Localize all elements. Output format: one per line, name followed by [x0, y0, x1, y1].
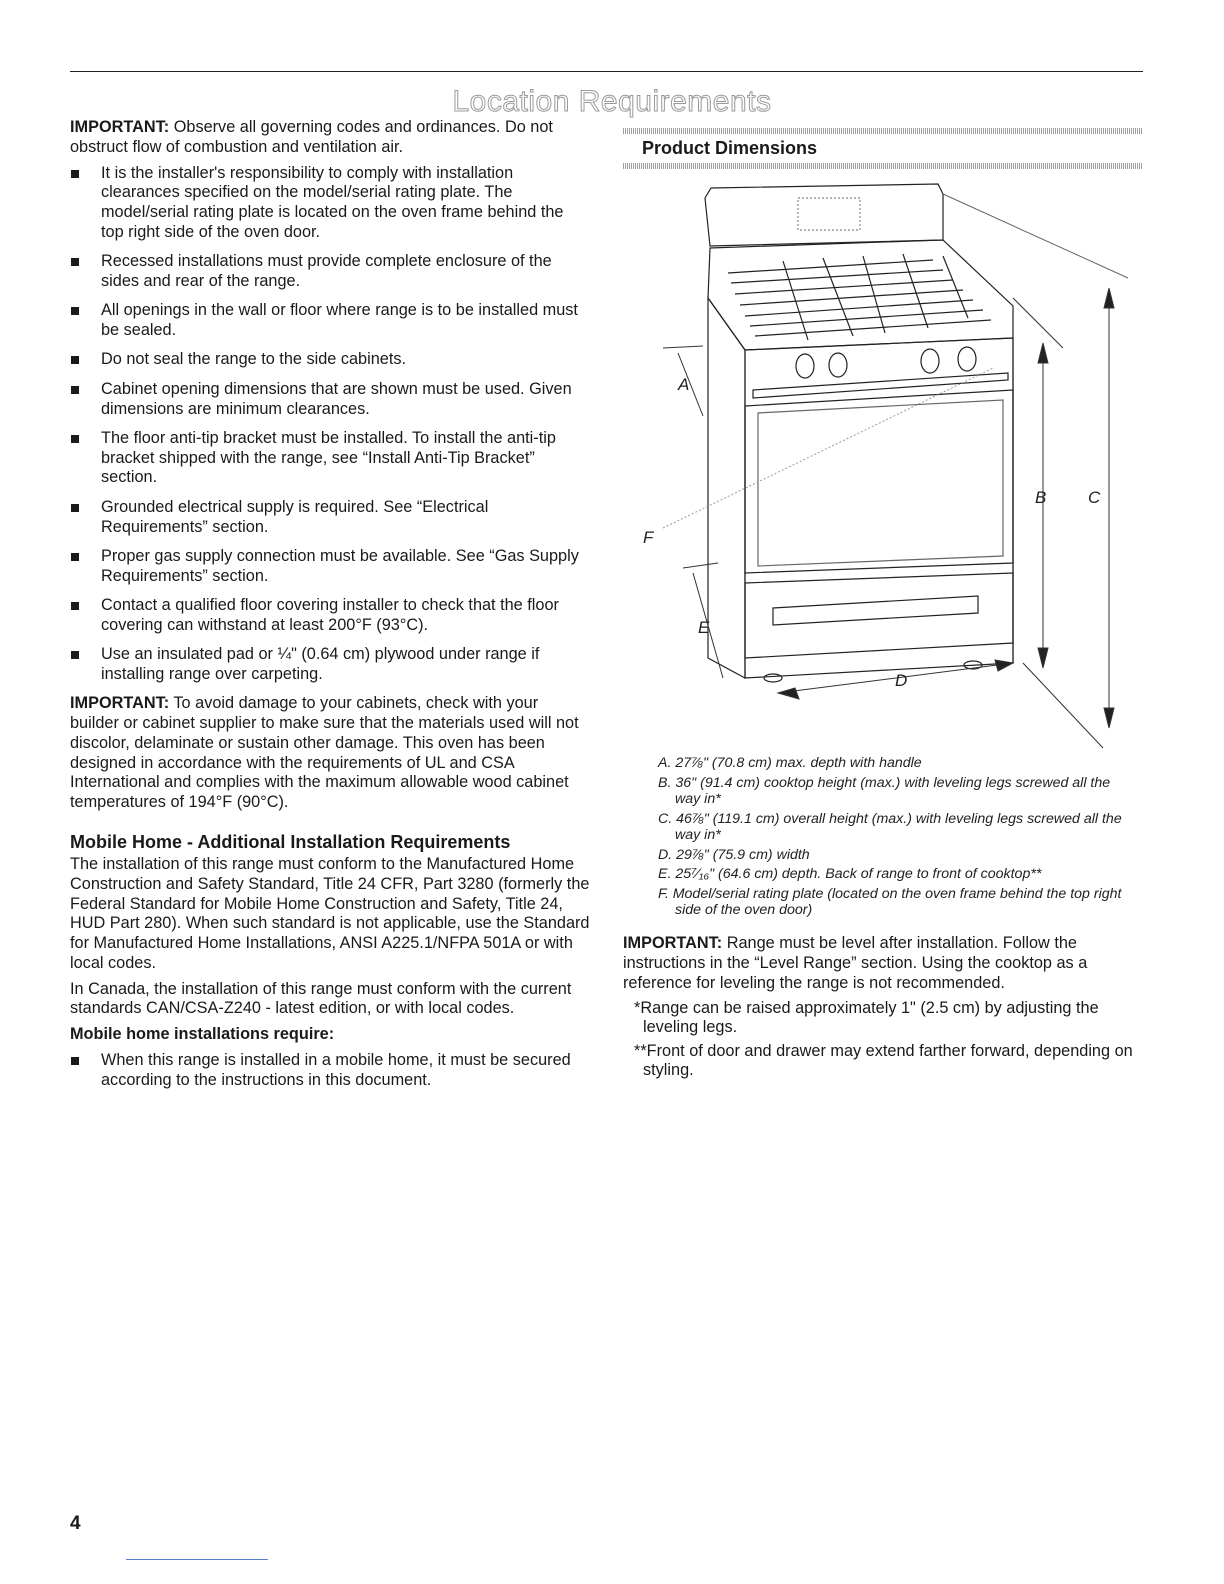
label-b: B: [1035, 488, 1047, 507]
label-f: F: [643, 528, 654, 547]
footnote: **Front of door and drawer may extend farther forward, depending on styling.: [634, 1042, 1133, 1079]
range-dimensions-diagram: [623, 168, 1143, 758]
range-side: [708, 298, 745, 678]
important-text: Range must be level after installation. Follow the instructions in the “Level Range” section. Using the cooktop as a reference for leveling the range is not recommended.: [623, 934, 1088, 992]
important-note-1: [70, 118, 590, 158]
cooktop: [708, 240, 1013, 350]
legend-item: C. 46⅞" (119.1 cm) overall height (max.) with leveling legs screwed all the way in*: [658, 810, 1122, 843]
list-item: When this range is installed in a mobile home, it must be secured according to the instructions in this document.: [70, 1051, 590, 1091]
left-column: [70, 118, 590, 1100]
list-item: The floor anti-tip bracket must be installed. To install the anti-tip bracket shipped with the range, see “Install Anti-Tip Bracket” section.: [70, 429, 590, 488]
mobile-home-heading: Mobile Home - Additional Installation Requirements: [70, 831, 511, 852]
top-rule: [70, 71, 1143, 72]
list-item: Grounded electrical supply is required. See “Electrical Requirements” section.: [70, 498, 590, 538]
hatch-bar-top: [623, 128, 1143, 134]
legend-item: F. Model/serial rating plate (located on the oven frame behind the top right side of the oven door): [658, 885, 1122, 918]
important-label: IMPORTANT:: [623, 934, 723, 952]
label-d: D: [895, 671, 908, 690]
list-item: Do not seal the range to the side cabinets.: [70, 350, 590, 370]
oven-door: [745, 390, 1013, 573]
list-item: It is the installer's responsibility to comply with installation clearances specified on the model/serial rating plate. The model/serial rating plate is located on the oven frame behind the top right side of the oven door.: [70, 164, 590, 243]
footnote: *Range can be raised approximately 1" (2.5 cm) by adjusting the leveling legs.: [634, 999, 1099, 1036]
legend-item: B. 36" (91.4 cm) cooktop height (max.) with leveling legs screwed all the way in*: [658, 774, 1111, 807]
page-number: 4: [70, 1513, 81, 1534]
important-label: IMPORTANT:: [70, 694, 170, 713]
right-column: [623, 128, 1143, 1079]
list-item: Cabinet opening dimensions that are shown must be used. Given dimensions are minimum clearances.: [70, 380, 590, 420]
list-item: Proper gas supply connection must be available. See “Gas Supply Requirements” section.: [70, 547, 590, 587]
mobile-requirements-list: [70, 1051, 590, 1091]
control-display: [798, 198, 860, 230]
important-label: IMPORTANT:: [70, 118, 170, 136]
mobile-home-paragraph-1: The installation of this range must conform to the Manufactured Home Construction and Safety Standard, Title 24 CFR, Part 3280 (formerly the Federal Standard for Mobile Home Construction and Safety, Title 24, HUD Part 280). When such standard is not applicable, use the Standard for Manufactured Home Installations, ANSI A225.1/NFPA 501A or with local codes.: [70, 854, 590, 972]
list-item: Use an insulated pad or ¼" (0.64 cm) plywood under range if installing range over carpeting.: [70, 645, 590, 685]
label-e: E: [698, 618, 710, 637]
footer-rule: [126, 1559, 268, 1560]
label-a: A: [678, 375, 690, 394]
dimensions-header: [623, 128, 1143, 172]
important-text: To avoid damage to your cabinets, check with your builder or cabinet supplier to make sure that the materials used will not discolor, delaminate or sustain other damage. This oven has been designed in accordance with the requirements of UL and CSA International and complies with the maximum allowable wood cabinet temperatures of 194°F (90°C).: [70, 694, 579, 812]
legend-item: A. 27⅞" (70.8 cm) max. depth with handle: [658, 755, 922, 771]
leader-f: [663, 368, 993, 528]
label-c: C: [1088, 488, 1101, 507]
list-item: Recessed installations must provide complete enclosure of the sides and rear of the range.: [70, 252, 590, 292]
legend-item: E. 25⁷⁄₁₆" (64.6 cm) depth. Back of range to front of cooktop**: [658, 866, 1042, 882]
list-item: Contact a qualified floor covering installer to check that the floor covering can withstand at least 200°F (93°C).: [70, 596, 590, 636]
door-handle: [753, 373, 1008, 398]
legend-item: D. 29⅞" (75.9 cm) width: [658, 846, 810, 863]
storage-drawer: [745, 573, 1013, 658]
list-item: All openings in the wall or floor where range is to be installed must be sealed.: [70, 301, 590, 341]
requirements-list: [70, 164, 590, 685]
dimensions-heading: Product Dimensions: [642, 138, 818, 158]
important-note-2: [70, 694, 590, 813]
control-knobs: [796, 347, 976, 378]
page-title: Location Requirements: [452, 85, 772, 118]
important-note-3: [623, 934, 1143, 1079]
drawer-handle: [773, 596, 978, 625]
burner-grates: [728, 254, 991, 340]
mobile-requirements-heading: Mobile home installations require:: [70, 1025, 335, 1044]
dimension-legend: [658, 755, 1138, 922]
range-backguard: [705, 184, 943, 246]
mobile-home-paragraph-2: In Canada, the installation of this range must conform with the current standards CAN/CSA-Z240 - latest edition, or with local codes.: [70, 979, 572, 1018]
important-text: Observe all governing codes and ordinances. Do not obstruct flow of combustion and ventilation air.: [70, 118, 553, 156]
